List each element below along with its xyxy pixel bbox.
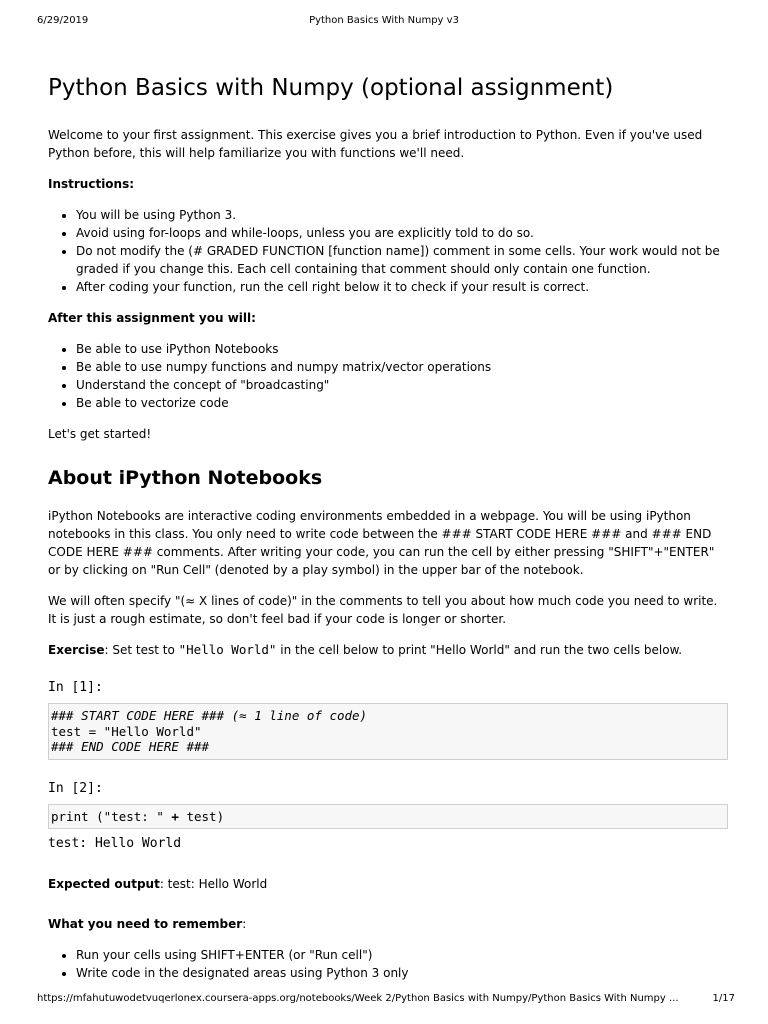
code-operator: +: [171, 808, 179, 824]
expected-value: : test: Hello World: [159, 877, 268, 891]
exercise-label: Exercise: [48, 643, 105, 657]
code-token: print ("test: ": [51, 808, 172, 824]
remember-list: [48, 946, 728, 982]
list-item: • Be able to use iPython Notebooks: [76, 340, 728, 358]
instructions-list: [48, 206, 728, 296]
code-cell-1[interactable]: [48, 703, 728, 760]
list-item: • Be able to use numpy functions and numpy matrix/vector operations: [76, 358, 728, 376]
notebook-intro-paragraph: iPython Notebooks are interactive coding environments embedded in a webpage. You will be using iPython notebooks in this class. You only need to write code between the ### START CODE HERE ### and ### END CODE HERE ### comments. After writing your code, you can run the cell by either pressing "SHIFT"+"ENTER" or by clicking on "Run Cell" (denoted by a play symbol) in the upper bar of the notebook.: [48, 509, 715, 577]
cell-prompt: In [1]:: [48, 680, 103, 695]
code-line: ### START CODE HERE ### (≈ 1 line of code): [51, 708, 368, 723]
cell-output: test: Hello World: [48, 836, 182, 851]
list-item: • Write code in the designated areas using Python 3 only: [76, 964, 728, 982]
remember-label: What you need to remember: [48, 917, 243, 931]
section-heading: About iPython Notebooks: [48, 467, 323, 489]
list-item: • Run your cells using SHIFT+ENTER (or "Run cell"): [76, 946, 728, 964]
expected-output: [48, 875, 728, 893]
exercise-paragraph: [48, 641, 728, 659]
exercise-text-end: in the cell below to print "Hello World" and run the two cells below.: [276, 643, 683, 657]
list-item: • Avoid using for-loops and while-loops, unless you are explicitly told to do so.: [76, 224, 728, 242]
expected-label: Expected output: [48, 877, 160, 891]
code-cell-2[interactable]: [48, 804, 728, 830]
page-url: https://mfahutuwodetvuqerlonex.coursera-apps.org/notebooks/Week 2/Python Basics with Numpy/Python Basics With Numpy ...: [37, 993, 679, 1004]
estimate-paragraph: We will often specify "(≈ X lines of code)" in the comments to tell you about how much code you need to write. It is just a rough estimate, so don't feel bad if your code is longer or shorter.: [48, 594, 718, 626]
remember-label-row: [48, 915, 728, 933]
list-item: • Do not modify the (# GRADED FUNCTION [function name]) comment in some cells. Your work would not be graded if you change this. Each cell containing that comment should only contain one function.: [76, 242, 728, 278]
intro-paragraph: Welcome to your first assignment. This exercise gives you a brief introduction to Python. Even if you've used Python before, this will help familiarize you with functions we'll need.: [48, 128, 703, 160]
remember-colon: :: [242, 917, 247, 931]
list-item: • You will be using Python 3.: [76, 206, 728, 224]
print-header: [0, 15, 768, 31]
print-title: Python Basics With Numpy v3: [309, 15, 459, 26]
exercise-code: "Hello World": [178, 642, 277, 657]
instructions-label: Instructions:: [48, 177, 135, 191]
list-item: • After coding your function, run the cell right below it to check if your result is correct.: [76, 278, 728, 296]
print-footer: [0, 993, 768, 1007]
list-item: • Understand the concept of "broadcasting": [76, 376, 728, 394]
notebook-content: [48, 70, 728, 995]
cell-prompt: In [2]:: [48, 780, 103, 796]
code-token: test): [178, 808, 225, 824]
code-line: test = "Hello World": [51, 723, 202, 739]
code-line: [51, 809, 725, 825]
goals-list: [48, 340, 728, 412]
print-date: 6/29/2019: [37, 15, 89, 26]
exercise-text: : Set test to: [104, 643, 179, 657]
page-number: 1/17: [712, 993, 735, 1004]
lets-get-started: Let's get started!: [48, 427, 152, 441]
after-assignment-label: After this assignment you will:: [48, 311, 256, 325]
code-line: ### END CODE HERE ###: [51, 739, 210, 754]
page-title: Python Basics with Numpy (optional assignment): [48, 75, 614, 101]
list-item: • Be able to vectorize code: [76, 394, 728, 412]
